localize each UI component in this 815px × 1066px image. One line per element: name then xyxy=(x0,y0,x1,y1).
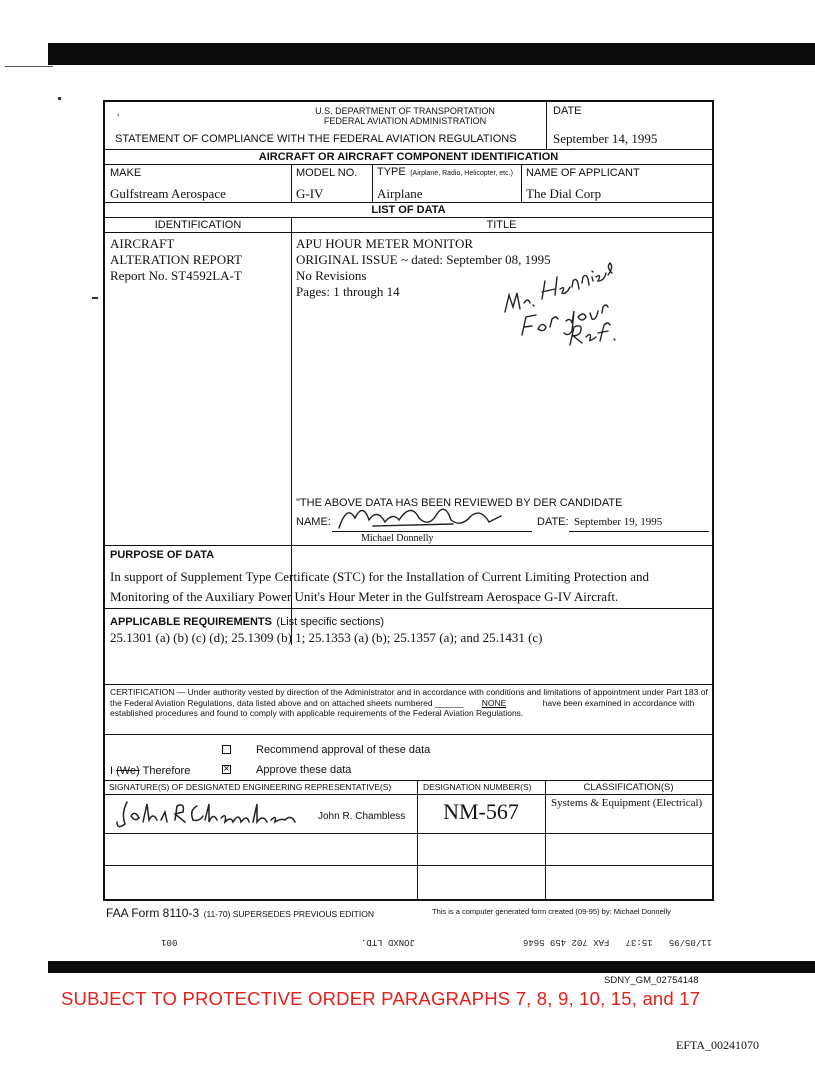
scan-top-bar xyxy=(48,43,815,65)
recommend-checkbox[interactable] xyxy=(222,745,231,754)
type-label: TYPE xyxy=(377,166,406,178)
designation-column-label: DESIGNATION NUMBER(S) xyxy=(423,782,532,792)
title-line: APU HOUR METER MONITOR xyxy=(296,236,474,251)
make-value: Gulfstream Aerospace xyxy=(110,186,226,201)
signature-column-label: SIGNATURE(S) OF DESIGNATED ENGINEERING REPRESENTATIVE(S) xyxy=(109,782,392,792)
applicant-value: The Dial Corp xyxy=(526,186,602,201)
therefore-label xyxy=(110,765,190,777)
reviewer-name-label: NAME: xyxy=(296,516,331,528)
title-line: No Revisions xyxy=(296,268,367,283)
identification-entry xyxy=(110,236,242,284)
therefore-prefix: I xyxy=(110,765,117,777)
handwritten-note xyxy=(500,237,640,347)
protective-order-notice: SUBJECT TO PROTECTIVE ORDER PARAGRAPHS 7, 8, 9, 10, 15, and 17 xyxy=(61,988,701,1009)
scan-speck xyxy=(92,297,98,299)
requirements-text: 25.1301 (a) (b) (c) (d); 25.1309 (b) 1; 25.1353 (a) (b); 25.1357 (a); and 25.1431 (c) xyxy=(110,630,543,645)
date-value: September 14, 1995 xyxy=(553,131,658,146)
id-line: AIRCRAFT xyxy=(110,236,175,251)
scan-bottom-bar xyxy=(48,961,815,973)
requirements-label: APPLICABLE REQUIREMENTS xyxy=(110,616,272,628)
review-date-value: September 19, 1995 xyxy=(574,516,663,528)
id-line: ALTERATION REPORT xyxy=(110,252,242,267)
title-line: Pages: 1 through 14 xyxy=(296,284,400,299)
requirements-label-group xyxy=(110,612,384,630)
tick-mark: ‘ xyxy=(117,112,120,124)
type-value: Airplane xyxy=(377,186,423,201)
form-id-line xyxy=(106,904,374,922)
review-date-label: DATE: xyxy=(537,516,569,528)
statement-title: STATEMENT OF COMPLIANCE WITH THE FEDERAL AVIATION REGULATIONS xyxy=(115,133,517,145)
type-label-group xyxy=(377,166,519,178)
sheets-numbered-value: NONE xyxy=(481,697,507,708)
recommend-option-label: Recommend approval of these data xyxy=(256,744,431,756)
certification-block xyxy=(110,687,710,719)
title-column-header: TITLE xyxy=(486,219,517,231)
classification-value: Systems & Equipment (Electrical) xyxy=(551,797,703,809)
model-value: G-IV xyxy=(296,186,324,201)
certification-text-continued: have been examined in accordance with established procedures and found to comply with applicable requirements of the Federal Aviation Regulations. xyxy=(110,697,695,718)
scan-speck xyxy=(58,97,61,100)
type-hint: (Airplane, Radio, Helicopter, etc.) xyxy=(410,170,513,177)
classification-column-label: CLASSIFICATION(S) xyxy=(583,782,674,793)
make-label: MAKE xyxy=(110,167,142,179)
generated-note: This is a computer generated form created (09-95) by: Michael Donnelly xyxy=(432,907,671,916)
applicant-label: NAME OF APPLICANT xyxy=(526,167,640,179)
title-line: ORIGINAL ISSUE ~ dated: September 08, 1995 xyxy=(296,252,551,267)
reviewer-signature xyxy=(333,498,533,534)
date-label: DATE xyxy=(553,105,582,117)
id-line: Report No. ST4592LA-T xyxy=(110,268,242,283)
certification-text: CERTIFICATION — Under authority vested by direction of the Administrator and in accordance with conditions and limitations of appointment under Part 183 of the Federal Aviation Regulations, data listed above and on attached sheets numbered ______ xyxy=(110,687,708,708)
form-revision: (11-70) SUPERSEDES PREVIOUS EDITION xyxy=(203,909,374,919)
efta-number: EFTA_00241070 xyxy=(676,1038,760,1052)
purpose-label: PURPOSE OF DATA xyxy=(110,549,215,561)
reviewer-name: Michael Donnelly xyxy=(361,533,434,544)
designation-number: NM-567 xyxy=(443,799,519,824)
bates-number: SDNY_GM_02754148 xyxy=(604,975,699,986)
requirements-hint: (List specific sections) xyxy=(276,616,385,628)
form-id: FAA Form 8110-3 xyxy=(106,906,200,920)
scan-artifact xyxy=(5,66,53,67)
identification-section-title: AIRCRAFT OR AIRCRAFT COMPONENT IDENTIFICATION xyxy=(258,151,559,163)
list-of-data-title: LIST OF DATA xyxy=(371,204,446,216)
therefore-suffix: Therefore xyxy=(139,765,191,777)
agency-name: FEDERAL AVIATION ADMINISTRATION xyxy=(323,116,487,126)
der-signature xyxy=(113,796,313,832)
purpose-text: In support of Supplement Type Certificate (STC) for the Installation of Current Limiting Protection and Monitoring of the Auxiliary Power Unit's Hour Meter in the Gulfstream Aerospace G-IV Aircraft. xyxy=(110,569,649,604)
approve-option-label: Approve these data xyxy=(256,764,352,776)
approve-checkbox[interactable]: × xyxy=(223,763,230,775)
fax-header-line: 11/05/95 15:37 FAX 702 459 5646 JONXD LTD. 001 xyxy=(161,937,712,947)
review-statement: "THE ABOVE DATA HAS BEEN REVIEWED BY DER CANDIDATE xyxy=(296,497,623,509)
therefore-struck: (We) xyxy=(116,765,140,777)
identification-column-header: IDENTIFICATION xyxy=(154,219,242,231)
department-name: U.S. DEPARTMENT OF TRANSPORTATION xyxy=(315,106,495,116)
department-header xyxy=(265,106,545,126)
faa-form-8110-3 xyxy=(103,100,714,901)
der-name: John R. Chambless xyxy=(318,811,406,822)
model-label: MODEL NO. xyxy=(296,167,358,179)
